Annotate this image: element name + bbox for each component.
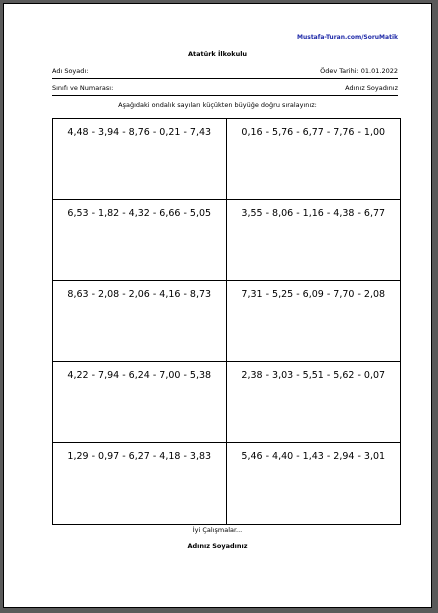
question-cell[interactable] bbox=[53, 443, 227, 524]
school-name: Atatürk İlkokulu bbox=[187, 50, 248, 58]
worksheet-page bbox=[3, 3, 432, 608]
question-text: 4,22 - 7,94 - 6,24 - 7,00 - 5,38 bbox=[67, 370, 212, 381]
question-cell[interactable] bbox=[53, 119, 227, 200]
class-teacher-row bbox=[52, 84, 398, 92]
teacher-signature: Adınız Soyadınız bbox=[187, 542, 248, 550]
question-cell[interactable] bbox=[227, 362, 401, 443]
divider-line bbox=[52, 95, 398, 96]
question-text: 1,29 - 0,97 - 6,27 - 4,18 - 3,83 bbox=[67, 451, 212, 462]
question-cell[interactable] bbox=[227, 443, 401, 524]
question-text: 5,46 - 4,40 - 1,43 - 2,94 - 3,01 bbox=[241, 451, 386, 462]
website-link[interactable]: Mustafa-Turan.com/SoruMatik bbox=[297, 34, 398, 41]
divider-line bbox=[52, 78, 398, 79]
question-cell[interactable] bbox=[227, 119, 401, 200]
name-label: Adı Soyadı: bbox=[52, 67, 89, 75]
name-date-row bbox=[52, 67, 398, 75]
question-text: 2,38 - 3,03 - 5,51 - 5,62 - 0,07 bbox=[241, 370, 386, 381]
good-luck-message: İyi Çalışmalar... bbox=[192, 526, 243, 534]
class-label: Sınıfı ve Numarası: bbox=[52, 84, 114, 92]
question-text: 3,55 - 8,06 - 1,16 - 4,38 - 6,77 bbox=[241, 208, 386, 219]
question-cell[interactable] bbox=[53, 200, 227, 281]
question-text: 0,16 - 5,76 - 6,77 - 7,76 - 1,00 bbox=[241, 127, 386, 138]
teacher-label: Adınız Soyadınız bbox=[345, 84, 398, 92]
date-label: Ödev Tarihi: 01.01.2022 bbox=[320, 67, 398, 75]
question-cell[interactable] bbox=[53, 362, 227, 443]
question-text: 4,48 - 3,94 - 8,76 - 0,21 - 7,43 bbox=[67, 127, 212, 138]
question-text: 8,63 - 2,08 - 2,06 - 4,16 - 8,73 bbox=[67, 289, 212, 300]
question-text: 6,53 - 1,82 - 4,32 - 6,66 - 5,05 bbox=[67, 208, 212, 219]
instruction-text: Aşağıdaki ondalık sayıları küçükten büyüğe doğru sıralayınız: bbox=[118, 101, 317, 109]
question-cell[interactable] bbox=[53, 281, 227, 362]
question-cell[interactable] bbox=[227, 200, 401, 281]
question-grid bbox=[52, 118, 401, 525]
question-text: 7,31 - 5,25 - 6,09 - 7,70 - 2,08 bbox=[241, 289, 386, 300]
question-cell[interactable] bbox=[227, 281, 401, 362]
